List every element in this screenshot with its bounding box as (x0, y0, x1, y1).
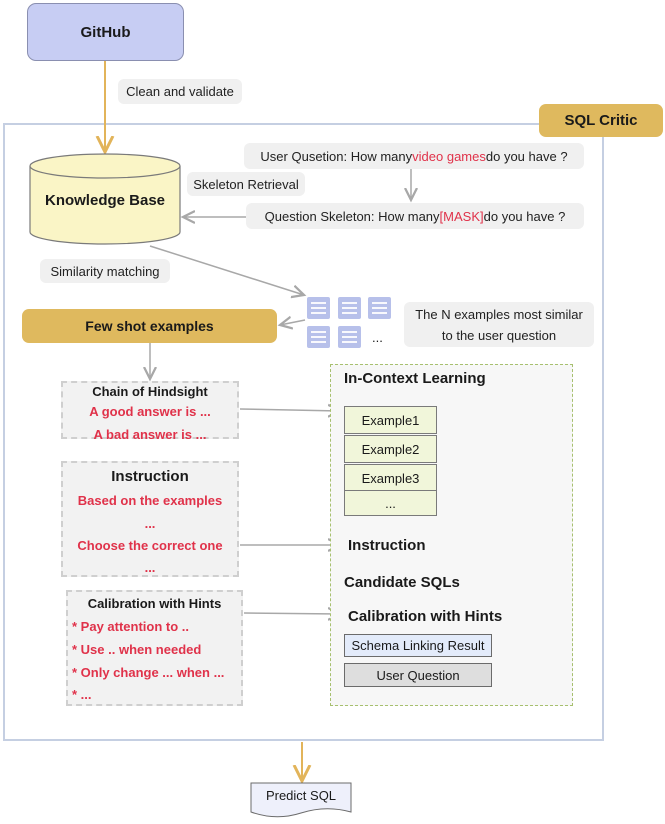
docs-ellipsis: ... (372, 330, 383, 345)
skeleton-retrieval-label: Skeleton Retrieval (187, 172, 305, 196)
user-question-highlight: video games (412, 148, 486, 164)
skeleton-post: do you have ? (483, 208, 566, 224)
similarity-arrow (150, 246, 304, 295)
n-examples-label (404, 302, 594, 347)
icl-title: In-Context Learning (344, 370, 486, 387)
n-examples-line1: The N examples most similar (415, 306, 583, 322)
n-examples-line2: to the user question (441, 327, 557, 343)
example-box: Example2 (344, 435, 437, 463)
similarity-matching-label: Similarity matching (40, 259, 170, 283)
instruction-line4: ... (144, 560, 156, 575)
github-node: GitHub (27, 3, 184, 61)
instruction-line1: Based on the examples (77, 493, 223, 508)
chain-title: Chain of Hindsight (92, 384, 208, 399)
icl-calibration: Calibration with Hints (348, 608, 503, 625)
instruction-line2: ... (144, 516, 156, 531)
calibration-item: * Use .. when needed (72, 642, 202, 657)
calibration-item: * Pay attention to .. (72, 619, 190, 634)
question-skeleton-pill (246, 203, 584, 229)
docs-to-fewshot-arrow (280, 320, 305, 325)
example-box: Example3 (344, 464, 437, 492)
icl-candidate-sqls: Candidate SQLs (344, 574, 460, 591)
user-question-box: User Question (344, 663, 492, 687)
example-box: Example1 (344, 406, 437, 434)
user-question-pre: User Qusetion: How many (260, 148, 413, 164)
user-question-post: do you have ? (485, 148, 568, 164)
chain-bad: A bad answer is ... (93, 427, 207, 442)
chain-to-examples-arrow (240, 409, 340, 411)
knowledge-base-label: Knowledge Base (44, 192, 166, 209)
user-question-pill (244, 143, 584, 169)
instruction-line3: Choose the correct one (77, 538, 223, 553)
instruction-title: Instruction (111, 468, 189, 485)
instruction-box (61, 461, 239, 577)
calibration-title: Calibration with Hints (87, 596, 222, 611)
schema-linking-result: Schema Linking Result (344, 634, 492, 657)
chain-good: A good answer is ... (89, 404, 211, 419)
skeleton-pre: Question Skeleton: How many (264, 208, 440, 224)
sql-critic-title: SQL Critic (539, 104, 663, 137)
clean-validate-label: Clean and validate (118, 79, 242, 104)
predict-sql-label: Predict SQL (265, 788, 337, 803)
calibration-to-icl-arrow (244, 613, 340, 614)
few-shot-examples: Few shot examples (22, 309, 277, 343)
calibration-item: * Only change ... when ... (72, 665, 225, 680)
example-box: ... (344, 490, 437, 516)
calibration-item: * ... (72, 687, 92, 702)
chain-of-hindsight-box (61, 381, 239, 442)
icl-instruction: Instruction (348, 537, 426, 554)
skeleton-highlight: [MASK] (439, 208, 484, 224)
calibration-box (66, 590, 243, 706)
